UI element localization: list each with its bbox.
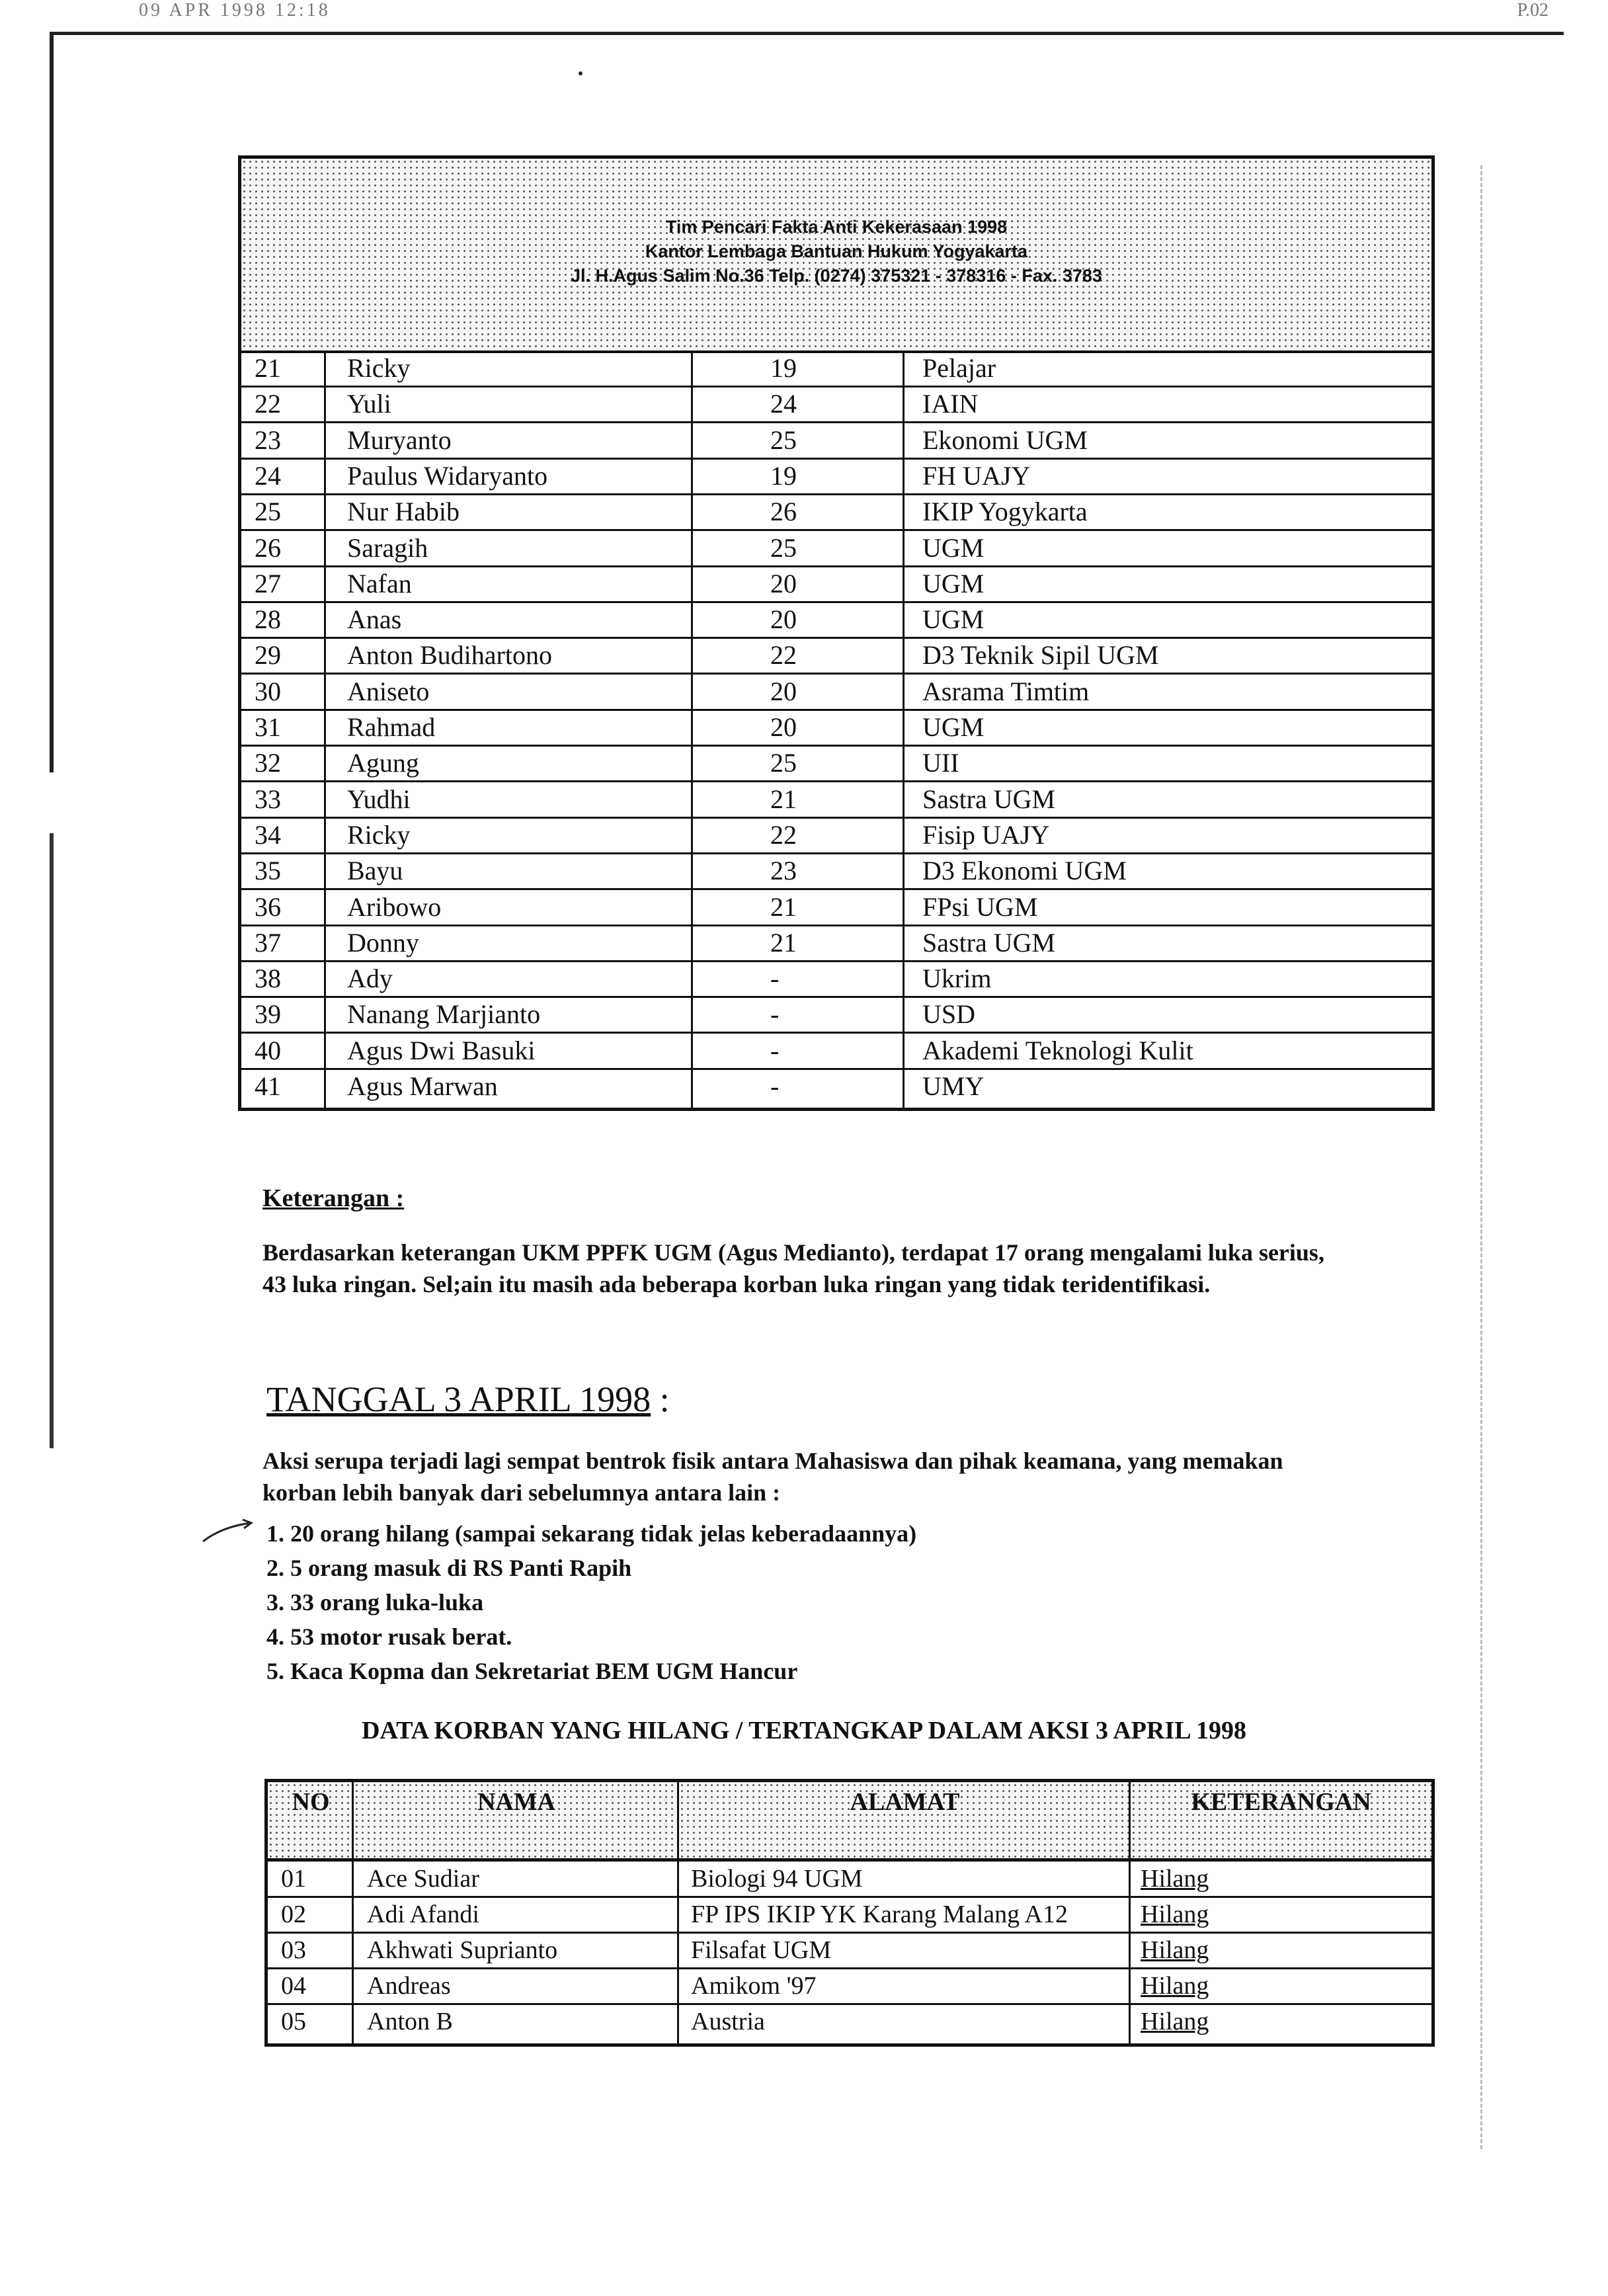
cell-name: Agus Dwi Basuki [347, 1035, 536, 1065]
cell-no: 33 [255, 784, 281, 814]
incident-item: 1. 20 orang hilang (sampai sekarang tidak jelas keberadaannya) [266, 1520, 917, 1547]
date-intro-line: korban lebih banyak dari sebelumnya antara lain : [262, 1479, 781, 1506]
table-row [241, 350, 1431, 388]
table-row [241, 674, 1431, 711]
table-row [241, 1033, 1431, 1070]
cell-age: 22 [770, 640, 797, 671]
cell-affiliation: IKIP Yogykarta [922, 497, 1088, 527]
cell-affiliation: Asrama Timtim [922, 676, 1090, 706]
cell-no: 41 [255, 1071, 281, 1101]
cell-no: 34 [255, 819, 281, 850]
cell-name: Ricky [347, 353, 411, 383]
cell-name: Anton Budihartono [347, 640, 552, 671]
cell-affiliation: Pelajar [922, 353, 996, 383]
cell-age: 20 [770, 568, 797, 598]
cell-keterangan: Hilang [1141, 1972, 1209, 2000]
cell-affiliation: UGM [922, 532, 985, 563]
cell-nama: Ace Sudiar [367, 1865, 479, 1893]
cell-affiliation: UGM [922, 604, 985, 635]
cell-no: 29 [255, 640, 281, 671]
cell-no: 36 [255, 891, 281, 922]
header-no: NO [268, 1782, 354, 1862]
victims-table [238, 155, 1435, 1111]
cell-affiliation: USD [922, 999, 976, 1030]
cell-age: 21 [770, 891, 797, 922]
cell-no: 32 [255, 748, 281, 778]
cell-no: 24 [255, 460, 281, 491]
cell-name: Paulus Widaryanto [347, 460, 548, 491]
cell-name: Agus Marwan [347, 1071, 498, 1101]
table-row [268, 2004, 1431, 2039]
table-row [241, 637, 1431, 675]
cell-name: Rahmad [347, 712, 436, 742]
cell-affiliation: D3 Ekonomi UGM [922, 856, 1127, 886]
cell-age: 24 [770, 389, 797, 419]
cell-no: 26 [255, 532, 281, 563]
cell-age: 23 [770, 856, 797, 886]
org-name: Tim Pencari Fakta Anti Kekerasaan 1998 [665, 217, 1008, 237]
cell-nama: Adi Afandi [367, 1901, 479, 1928]
date-intro [262, 1445, 1436, 1508]
table-row [268, 1862, 1431, 1898]
table-row [241, 566, 1431, 603]
cell-alamat: Filsafat UGM [691, 1936, 832, 1964]
cell-no: 04 [281, 1972, 306, 2000]
cell-no: 01 [281, 1865, 306, 1893]
notes-body [262, 1237, 1436, 1300]
cell-name: Nanang Marjianto [347, 999, 541, 1030]
cell-affiliation: Akademi Teknologi Kulit [922, 1035, 1193, 1065]
cell-age: - [770, 1035, 780, 1065]
cell-name: Nur Habib [347, 497, 460, 527]
table-row [241, 1069, 1431, 1104]
missing-table [264, 1779, 1435, 2047]
table-row [241, 530, 1431, 567]
cell-no: 05 [281, 2008, 306, 2035]
cell-affiliation: UGM [922, 568, 985, 598]
incident-item: 2. 5 orang masuk di RS Panti Rapih [266, 1555, 632, 1581]
cell-keterangan: Hilang [1141, 2008, 1209, 2035]
cell-nama: Akhwati Suprianto [367, 1936, 558, 1964]
page-frame-left-lower [50, 833, 54, 1448]
cell-name: Anas [347, 604, 402, 635]
scan-speck [579, 71, 583, 75]
cell-name: Yudhi [347, 784, 411, 814]
table-row [241, 423, 1431, 460]
cell-age: 26 [770, 497, 797, 527]
cell-no: 23 [255, 425, 281, 455]
cell-affiliation: FPsi UGM [922, 891, 1038, 922]
table-row [241, 386, 1431, 423]
cell-nama: Andreas [367, 1972, 451, 2000]
table-row [241, 925, 1431, 962]
cell-no: 39 [255, 999, 281, 1030]
header-nama: NAMA [354, 1782, 679, 1862]
notes-body-line: Berdasarkan keterangan UKM PPFK UGM (Agus Medianto), terdapat 17 orang mengalami luka serius, [262, 1239, 1324, 1266]
cell-age: 20 [770, 604, 797, 635]
cell-age: 22 [770, 819, 797, 850]
cell-age: - [770, 1071, 780, 1101]
table-row [241, 745, 1431, 782]
cell-no: 31 [255, 712, 281, 742]
cell-age: 25 [770, 425, 797, 455]
incident-item: 3. 33 orang luka-luka [266, 1589, 484, 1616]
cell-no: 30 [255, 676, 281, 706]
cell-alamat: FP IPS IKIP YK Karang Malang A12 [691, 1901, 1068, 1928]
cell-alamat: Amikom '97 [691, 1972, 817, 2000]
cell-name: Ady [347, 964, 393, 994]
cell-name: Ricky [347, 819, 411, 850]
page-frame-left [50, 32, 54, 772]
cell-name: Aniseto [347, 676, 430, 706]
fax-timestamp: 09 APR 1998 12:18 [139, 0, 331, 20]
cell-affiliation: FH UAJY [922, 460, 1031, 491]
incident-list [266, 1516, 916, 1688]
cell-no: 38 [255, 964, 281, 994]
cell-age: 25 [770, 532, 797, 563]
header-alamat: ALAMAT [679, 1782, 1131, 1862]
cell-no: 25 [255, 497, 281, 527]
table-row [241, 961, 1431, 998]
cell-affiliation: Sastra UGM [922, 927, 1056, 958]
cell-name: Nafan [347, 568, 412, 598]
table-row [268, 1933, 1431, 1969]
cell-no: 28 [255, 604, 281, 635]
cell-keterangan: Hilang [1141, 1936, 1209, 1964]
cell-age: 20 [770, 676, 797, 706]
cell-no: 35 [255, 856, 281, 886]
cell-age: 21 [770, 927, 797, 958]
cell-name: Bayu [347, 856, 403, 886]
cell-affiliation: UII [922, 748, 959, 778]
cell-affiliation: Ekonomi UGM [922, 425, 1088, 455]
cell-age: 19 [770, 353, 797, 383]
cell-alamat: Biologi 94 UGM [691, 1865, 863, 1893]
date-heading-suffix: : [659, 1379, 670, 1419]
cell-affiliation: Sastra UGM [922, 784, 1056, 814]
cell-no: 21 [255, 353, 281, 383]
cell-keterangan: Hilang [1141, 1865, 1209, 1893]
cell-name: Yuli [347, 389, 391, 419]
cell-name: Aribowo [347, 891, 442, 922]
cell-name: Agung [347, 748, 419, 778]
date-intro-line: Aksi serupa terjadi lagi sempat bentrok fisik antara Mahasiswa dan pihak keamana, yang memakan [262, 1448, 1283, 1474]
cell-no: 02 [281, 1901, 306, 1928]
table-row [241, 817, 1431, 854]
cell-no: 27 [255, 568, 281, 598]
cell-keterangan: Hilang [1141, 1901, 1209, 1928]
cell-age: 20 [770, 712, 797, 742]
cell-no: 40 [255, 1035, 281, 1065]
cell-name: Muryanto [347, 425, 452, 455]
cell-age: - [770, 999, 780, 1030]
table-row [268, 1969, 1431, 2005]
table-row [241, 494, 1431, 531]
incident-item: 4. 53 motor rusak berat. [266, 1623, 512, 1650]
cell-age: 21 [770, 784, 797, 814]
cell-affiliation: Fisip UAJY [922, 819, 1050, 850]
table-row [241, 782, 1431, 819]
incident-item: 5. Kaca Kopma dan Sekretariat BEM UGM Hancur [266, 1658, 798, 1684]
table-row [241, 458, 1431, 495]
cell-alamat: Austria [691, 2008, 765, 2035]
table-row [268, 1897, 1431, 1934]
cell-age: - [770, 964, 780, 994]
org-office: Kantor Lembaga Bantuan Hukum Yogyakarta [645, 241, 1028, 261]
cell-age: 19 [770, 460, 797, 491]
notes-body-line: 43 luka ringan. Sel;ain itu masih ada beberapa korban luka ringan yang tidak teridentifikasi. [262, 1271, 1211, 1297]
table-row [241, 710, 1431, 747]
cell-affiliation: UMY [922, 1071, 985, 1101]
table-row [241, 853, 1431, 890]
cell-affiliation: UGM [922, 712, 985, 742]
org-address: Jl. H.Agus Salim No.36 Telp. (0274) 375321 - 378316 - Fax. 3783 [571, 266, 1102, 286]
cell-no: 03 [281, 1936, 306, 1964]
table-row [241, 602, 1431, 639]
page-frame-top [50, 32, 1564, 35]
table-row [241, 889, 1431, 926]
cell-nama: Anton B [367, 2008, 453, 2035]
handwritten-arrow-mark [202, 1518, 255, 1544]
cell-no: 22 [255, 389, 281, 419]
cell-no: 37 [255, 927, 281, 958]
date-heading-text: TANGGAL 3 APRIL 1998 [266, 1379, 651, 1419]
cell-name: Saragih [347, 532, 428, 563]
cell-affiliation: Ukrim [922, 964, 992, 994]
cell-affiliation: IAIN [922, 389, 979, 419]
page-frame-right [1480, 165, 1482, 2149]
fax-page-number: P.02 [1517, 0, 1548, 20]
notes-title: Keterangan : [262, 1184, 405, 1212]
cell-affiliation: D3 Teknik Sipil UGM [922, 640, 1159, 671]
cell-age: 25 [770, 748, 797, 778]
missing-table-title: DATA KORBAN YANG HILANG / TERTANGKAP DALAM AKSI 3 APRIL 1998 [362, 1717, 1246, 1744]
organization-header [241, 159, 1431, 353]
cell-name: Donny [347, 927, 419, 958]
header-keterangan: KETERANGAN [1131, 1782, 1431, 1862]
table-row [241, 997, 1431, 1034]
date-heading [266, 1379, 670, 1420]
